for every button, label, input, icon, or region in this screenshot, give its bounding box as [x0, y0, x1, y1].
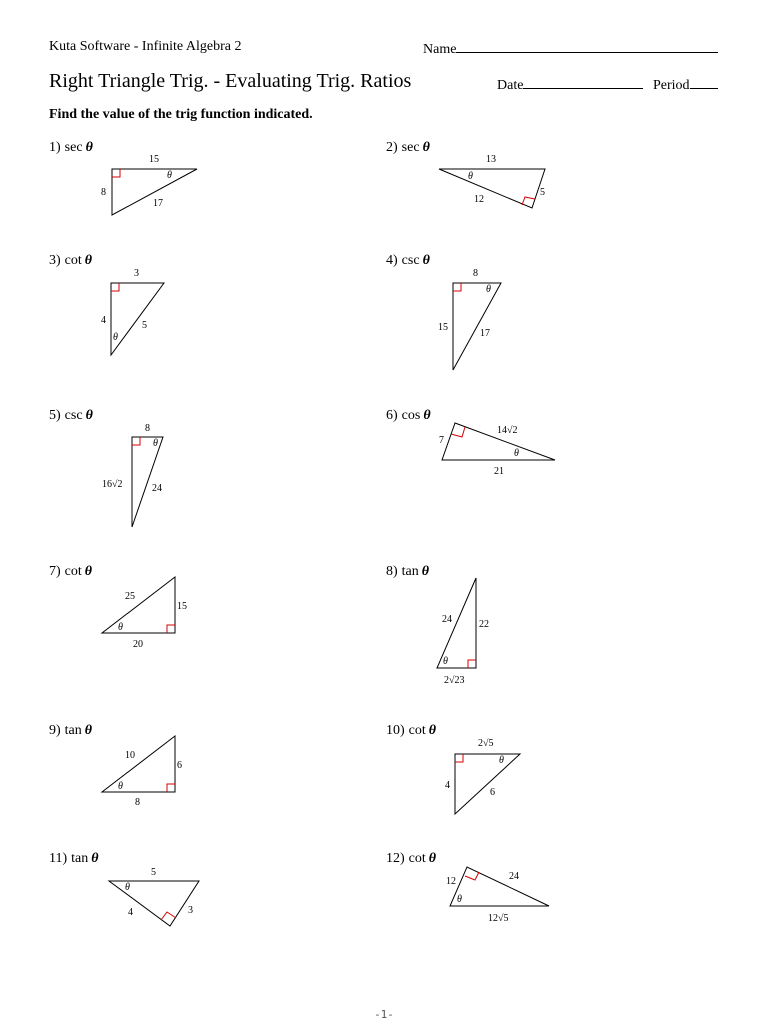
theta-label: θ [125, 882, 130, 893]
triangle-5 [132, 437, 163, 527]
right-angle-mark-12 [465, 872, 479, 880]
triangle-10 [455, 754, 520, 814]
theta-symbol: θ [428, 851, 437, 866]
side-label: 12 [474, 194, 484, 205]
trig-function: cot [64, 564, 82, 579]
triangle-3 [111, 283, 164, 355]
side-label: 25 [125, 591, 135, 602]
right-angle-mark-8 [468, 660, 476, 668]
side-label: 8 [101, 187, 106, 198]
theta-label: θ [443, 656, 448, 667]
trig-function: csc [401, 253, 420, 268]
problem-number: 1) [49, 140, 61, 155]
problem-number: 2) [386, 140, 398, 155]
trig-function: tan [64, 723, 82, 738]
side-label: 15 [149, 154, 159, 165]
theta-label: θ [486, 284, 491, 295]
theta-label: θ [153, 438, 158, 449]
right-angle-mark-3 [111, 283, 119, 291]
side-label: 17 [480, 328, 490, 339]
theta-symbol: θ [85, 140, 93, 155]
problem-number: 4) [386, 253, 398, 268]
name-label: Name [423, 42, 457, 57]
theta-label: θ [468, 171, 473, 182]
trig-function: cot [408, 851, 426, 866]
side-label: 3 [134, 268, 139, 279]
trig-function: tan [71, 851, 89, 866]
problem-number: 6) [386, 408, 398, 423]
side-label: 21 [494, 466, 504, 477]
triangle-9 [102, 736, 175, 792]
side-label: 12 [446, 876, 456, 887]
side-label: 8 [145, 423, 150, 434]
trig-function: cos [401, 408, 421, 423]
theta-label: θ [457, 894, 462, 905]
side-label: 24 [152, 483, 162, 494]
triangle-12 [450, 867, 549, 906]
theta-symbol: θ [428, 723, 437, 738]
side-label: 24 [442, 614, 452, 625]
side-label: 7 [439, 435, 444, 446]
side-label: 14√2 [497, 425, 518, 436]
right-angle-mark-9 [167, 784, 175, 792]
theta-symbol: θ [422, 140, 430, 155]
problem-number: 8) [386, 564, 398, 579]
side-label: 6 [490, 787, 495, 798]
side-label: 13 [486, 154, 496, 165]
side-label: 2√23 [444, 675, 465, 686]
instructions: Find the value of the trig function indicated. [49, 107, 313, 122]
period-label: Period [653, 78, 690, 93]
side-label: 6 [177, 760, 182, 771]
side-label: 8 [135, 797, 140, 808]
side-label: 8 [473, 268, 478, 279]
trig-function: sec [401, 140, 420, 155]
problem-number: 11) [49, 851, 68, 866]
side-label: 17 [153, 198, 163, 209]
theta-symbol: θ [84, 564, 93, 579]
right-angle-mark-10 [455, 754, 463, 762]
problem-number: 3) [49, 253, 61, 268]
right-angle-mark-4 [453, 283, 461, 291]
page-number: -1- [374, 1008, 394, 1021]
theta-label: θ [514, 448, 519, 459]
trig-function: sec [64, 140, 83, 155]
triangle-11 [109, 881, 199, 926]
theta-label: θ [167, 170, 172, 181]
right-angle-mark-11 [161, 912, 176, 920]
right-angle-mark-5 [132, 437, 140, 445]
theta-label: θ [113, 332, 118, 343]
triangle-7 [102, 577, 175, 633]
theta-symbol: θ [84, 723, 93, 738]
triangle-2 [439, 169, 545, 208]
theta-symbol: θ [85, 408, 93, 423]
side-label: 5 [142, 320, 147, 331]
side-label: 4 [128, 907, 133, 918]
theta-symbol: θ [423, 408, 431, 423]
date-label: Date [497, 78, 524, 93]
theta-symbol: θ [91, 851, 99, 866]
side-label: 20 [133, 639, 143, 650]
problem-number: 12) [386, 851, 405, 866]
theta-label: θ [499, 755, 504, 766]
side-label: 4 [445, 780, 450, 791]
problem-number: 7) [49, 564, 61, 579]
theta-label: θ [118, 781, 123, 792]
problem-number: 5) [49, 408, 61, 423]
side-label: 5 [151, 867, 156, 878]
side-label: 24 [509, 871, 519, 882]
side-label: 4 [101, 315, 106, 326]
right-angle-mark-1 [112, 169, 120, 177]
side-label: 12√5 [488, 913, 509, 924]
theta-label: θ [118, 622, 123, 633]
problem-number: 10) [386, 723, 405, 738]
side-label: 22 [479, 619, 489, 630]
side-label: 2√5 [478, 738, 494, 749]
trig-function: cot [64, 253, 82, 268]
theta-symbol: θ [422, 253, 430, 268]
trig-function: cot [408, 723, 426, 738]
side-label: 15 [438, 322, 448, 333]
side-label: 16√2 [102, 479, 123, 490]
problem-number: 9) [49, 723, 61, 738]
side-label: 5 [540, 187, 545, 198]
right-angle-mark-7 [167, 625, 175, 633]
trig-function: tan [401, 564, 419, 579]
theta-symbol: θ [84, 253, 93, 268]
worksheet-title: Right Triangle Trig. - Evaluating Trig. Ratios [49, 70, 412, 92]
theta-symbol: θ [421, 564, 430, 579]
triangle-4 [453, 283, 501, 370]
publisher-text: Kuta Software - Infinite Algebra 2 [49, 39, 242, 54]
side-label: 3 [188, 905, 193, 916]
side-label: 15 [177, 601, 187, 612]
side-label: 10 [125, 750, 135, 761]
trig-function: csc [64, 408, 83, 423]
